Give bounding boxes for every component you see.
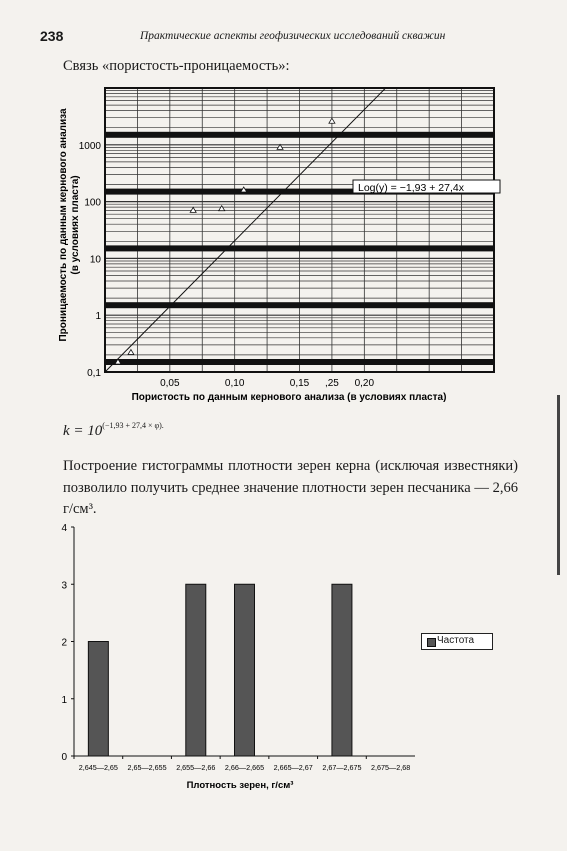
- chart1-equation-label: Log(y) = −1,93 + 27,4x: [358, 182, 464, 194]
- chart1-x-axis-label: Пористость по данным кернового анализа (в условиях пласта): [131, 392, 447, 403]
- chart2-x-tick-label: 2,645—2,65: [78, 763, 118, 772]
- chart2-x-tick-label: 2,655—2,66: [176, 763, 216, 772]
- formula-exponent: (−1,93 + 27,4 × φ).: [102, 421, 164, 430]
- chart2-bar: [88, 642, 108, 757]
- formula-lhs: k = 10: [63, 423, 103, 439]
- chart1-x-tick-label: ,25: [324, 378, 339, 389]
- body-paragraph: Построение гистограммы плотности зерен керна (исключая известняки) позволило получить среднее значение плотности зерен песчаника — 2,66 г/см³.: [63, 458, 518, 517]
- chart2-bar: [235, 584, 255, 756]
- chart1-y-tick-label: 1: [95, 311, 101, 323]
- chart2-y-ticks: [61, 523, 74, 763]
- chart1-y-axis-label-line1: Проницаемость по данным кернового анализа: [58, 108, 69, 342]
- chart2-bars: [88, 584, 352, 756]
- chart1-y-tick-label: 0,1: [87, 368, 101, 379]
- chart2-x-axis-label: Плотность зерен, г/см³: [186, 780, 294, 791]
- chart1-x-tick-label: 0,15: [289, 378, 310, 389]
- running-head: Практические аспекты геофизических исследований скважин: [140, 30, 446, 42]
- chart1-y-axis-label-line2: (в условиях пласта): [70, 175, 81, 275]
- legend-swatch: [427, 638, 436, 647]
- chart1-x-tick-label: 0,10: [224, 378, 245, 389]
- chart2-legend: [421, 633, 493, 650]
- chart2-x-tick-label: 2,65—2,655: [127, 763, 167, 772]
- chart1-y-tick-label: 100: [84, 197, 101, 209]
- chart2-x-tick-label: 2,67—2,675: [322, 763, 362, 772]
- page-edge-mark: [557, 395, 560, 575]
- section-caption: Связь «пористость-проницаемость»:: [63, 58, 290, 74]
- chart2-bar: [332, 584, 352, 756]
- chart2-y-tick-label: 0: [61, 752, 67, 763]
- chart1-y-tick-label: 10: [89, 254, 101, 266]
- legend-label: Частота: [437, 635, 475, 646]
- chart2-x-tick-label: 2,66—2,665: [224, 763, 265, 772]
- chart2-y-tick-label: 4: [61, 523, 67, 534]
- chart2-x-ticks: [74, 756, 410, 772]
- chart2-y-tick-label: 2: [61, 637, 67, 649]
- chart2-bar: [186, 584, 206, 756]
- chart2-y-tick-label: 1: [61, 694, 67, 706]
- chart1-x-tick-label: 0,05: [160, 378, 180, 389]
- chart1-x-tick-label: 0,20: [354, 378, 375, 389]
- chart2-x-tick-label: 2,665—2,67: [273, 763, 313, 772]
- chart2-x-tick-label: 2,675—2,68: [371, 763, 411, 772]
- page-number: 238: [40, 28, 64, 44]
- chart2-y-tick-label: 3: [61, 580, 67, 592]
- chart1-y-tick-label: 1000: [78, 140, 101, 152]
